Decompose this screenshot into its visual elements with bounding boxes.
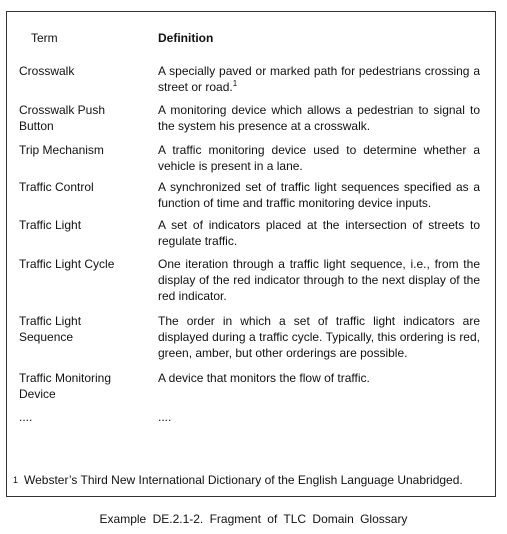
footnote — [13, 472, 491, 488]
glossary-term: Trip Mechanism — [19, 143, 104, 157]
footnote-text: Webster’s Third New International Dictionary of the English Language Unabridged. — [24, 473, 463, 487]
glossary-definition: A device that monitors the flow of traffic. — [158, 371, 370, 385]
glossary-definition: The order in which a set of traffic light indicators are displayed during a traffic cycle. Typically, this ordering is red, green, amber, but other orderings are possible. — [158, 314, 480, 360]
footnote-reference: 1 — [232, 79, 238, 88]
glossary-definition: One iteration through a traffic light sequence, i.e., from the display of the red indicator through to the next display of the red indicator. — [158, 257, 480, 303]
glossary-term: Traffic Control — [19, 180, 94, 194]
glossary-table — [7, 12, 495, 496]
glossary-term: Crosswalk Push Button — [19, 103, 106, 133]
glossary-definition — [158, 63, 480, 95]
glossary-definition: .... — [158, 410, 172, 424]
glossary-frame — [6, 11, 496, 497]
glossary-term: Crosswalk — [19, 64, 75, 78]
glossary-term: Traffic Light — [19, 218, 82, 232]
glossary-definition: A synchronized set of traffic light sequences specified as a function of time and traffic monitoring device inputs. — [158, 180, 480, 210]
glossary-term: Traffic Light Cycle — [19, 257, 115, 271]
glossary-definition: A monitoring device which allows a pedestrian to signal to the system his presence at a crosswalk. — [158, 103, 480, 133]
glossary-term: .... — [19, 410, 33, 424]
glossary-definition: A traffic monitoring device used to determine whether a vehicle is present in a lane. — [158, 143, 480, 173]
glossary-definition: A set of indicators placed at the intersection of streets to regulate traffic. — [158, 218, 480, 248]
definition-text: A specially paved or marked path for pedestrians crossing a street or road. — [158, 64, 480, 94]
column-header-definition: Definition — [158, 31, 214, 45]
column-header-term: Term — [31, 31, 58, 45]
glossary-term: Traffic Monitoring Device — [19, 371, 112, 401]
figure-caption: Example DE.2.1-2. Fragment of TLC Domain Glossary — [99, 512, 408, 526]
footnote-number: 1 — [13, 475, 19, 485]
glossary-term: Traffic Light Sequence — [19, 314, 82, 344]
